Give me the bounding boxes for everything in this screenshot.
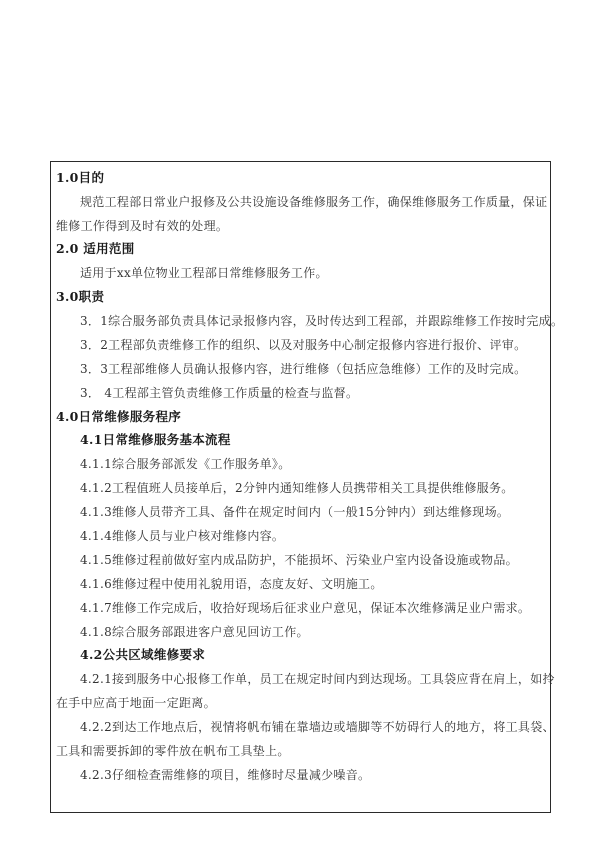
list-item: 4.1.5维修过程前做好室内成品防护，不能损坏、污染业户室内设备设施或物品。 <box>80 553 518 567</box>
paragraph-line: 维修工作得到及时有效的处理。 <box>56 219 229 233</box>
list-item: 3．1综合服务部负责具体记录报修内容，及时传达到工程部，并跟踪维修工作按时完成。 <box>80 314 564 328</box>
list-item: 4.1.2工程值班人员接单后，2分钟内通知维修人员携带相关工具提供维修服务。 <box>80 481 514 495</box>
list-item: 3． 4工程部主管负责维修工作质量的检查与监督。 <box>80 386 359 400</box>
list-item: 4.1.7维修工作完成后，收拾好现场后征求业户意见，保证本次维修满足业户需求。 <box>80 601 531 615</box>
section-heading-scope: 2.0 适用范围 <box>56 241 135 256</box>
section-heading-duties: 3.0职责 <box>56 289 105 304</box>
paragraph-line: 规范工程部日常业户报修及公共设施设备维修服务工作，确保维修服务工作质量，保证 <box>80 195 548 209</box>
list-item: 4.1.3维修人员带齐工具、备件在规定时间内（一般15分钟内）到达维修现场。 <box>80 505 510 519</box>
list-item: 4.2.1接到服务中心报修工作单，员工在规定时间内到达现场。工具袋应背在肩上，如拎 <box>80 672 555 686</box>
list-item: 3．3工程部维修人员确认报修内容，进行维修（包括应急维修）工作的及时完成。 <box>80 362 527 376</box>
subsection-heading-public-area: 4.2公共区域维修要求 <box>80 647 206 662</box>
list-item: 4.2.2到达工作地点后，视情将帆布铺在靠墙边或墙脚等不妨碍行人的地方，将工具袋、 <box>80 720 555 734</box>
section-heading-procedure: 4.0日常维修服务程序 <box>56 409 182 424</box>
list-item: 4.1.8综合服务部跟进客户意见回访工作。 <box>80 625 309 639</box>
section-heading-purpose: 1.0目的 <box>56 170 105 185</box>
list-item: 4.1.4维修人员与业户核对维修内容。 <box>80 529 285 543</box>
paragraph-line: 适用于xx单位物业工程部日常维修服务工作。 <box>80 266 328 280</box>
list-item-continuation: 工具和需要拆卸的零件放在帆布工具垫上。 <box>56 744 290 758</box>
list-item-continuation: 在手中应高于地面一定距离。 <box>56 696 216 710</box>
list-item: 4.1.1综合服务部派发《工作服务单》。 <box>80 457 291 471</box>
subsection-heading-basic-flow: 4.1日常维修服务基本流程 <box>80 432 231 447</box>
list-item: 3．2工程部负责维修工作的组织、以及对服务中心制定报修内容进行报价、评审。 <box>80 338 527 352</box>
list-item: 4.1.6维修过程中使用礼貌用语，态度友好、文明施工。 <box>80 577 383 591</box>
list-item: 4.2.3仔细检查需维修的项目，维修时尽量减少噪音。 <box>80 768 371 782</box>
